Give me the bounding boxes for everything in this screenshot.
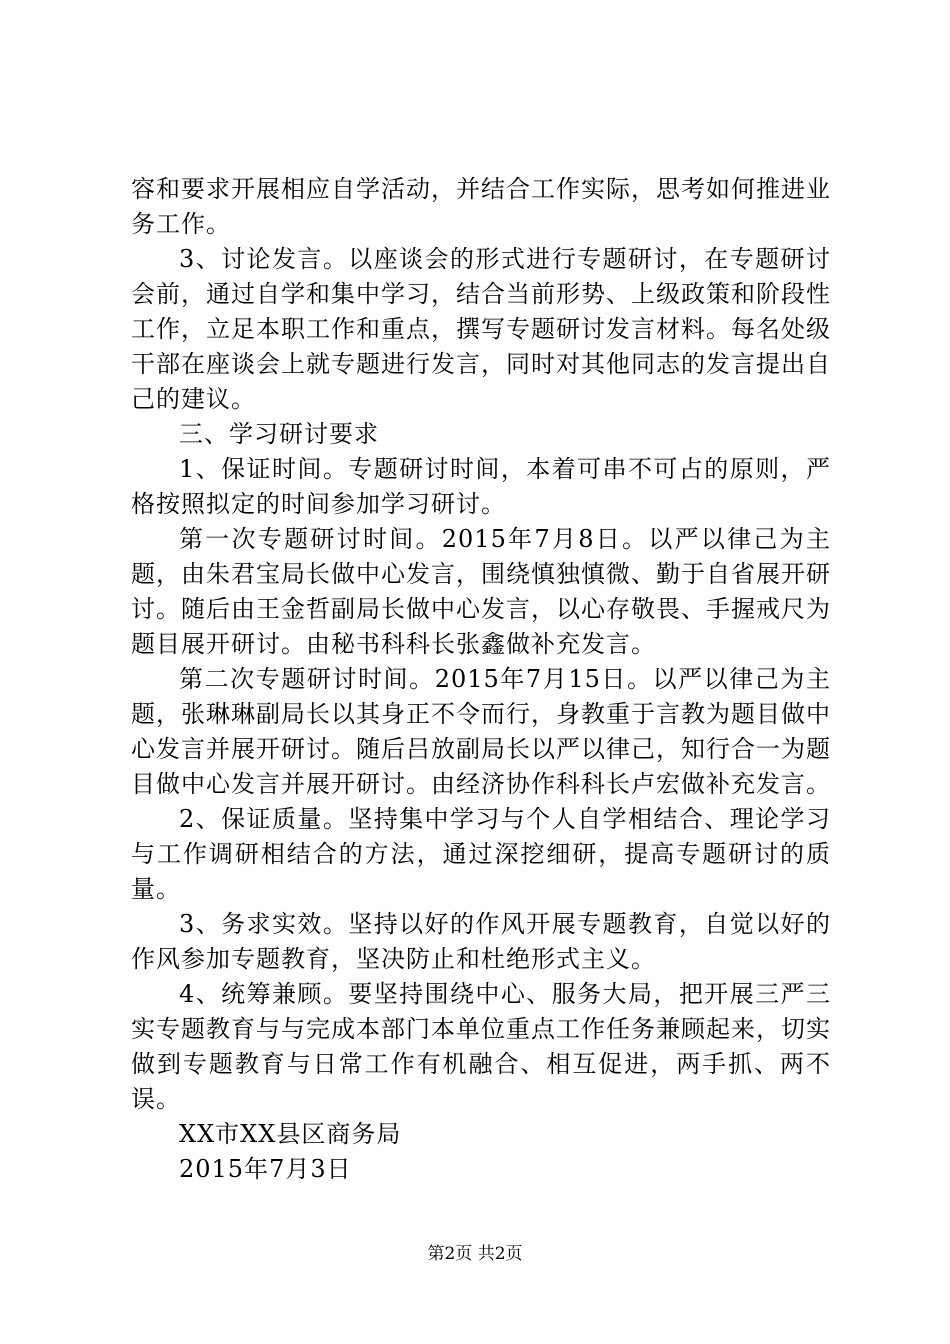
paragraph-overall-planning: 4、统筹兼顾。要坚持围绕中心、服务大局，把开展三严三实专题教育与与完成本部门本单位重点工作任务兼顾起来，切实做到专题教育与日常工作有机融合、相互促进，两手抓、两不误。 [131,980,831,1113]
paragraph-ensure-time: 1、保证时间。专题研讨时间，本着可串不可占的原则，严格按照拟定的时间参加学习研讨。 [131,455,831,518]
signature-date: 2015年7月3日 [179,1155,352,1183]
page-footer: 第2页 共2页 [427,1244,523,1264]
document-body [131,172,831,1187]
section-heading-requirements: 三、学习研讨要求 [179,420,379,448]
paragraph-first-session: 第一次专题研讨时间。2015年7月8日。以严以律己为主题，由朱君宝局长做中心发言，围绕慎独慎微、勤于自省展开研讨。随后由王金哲副局长做中心发言，以心存敬畏、手握戒尺为题目展开研讨。由秘书科科长张鑫做补充发言。 [131,525,831,658]
paragraph-discussion: 3、讨论发言。以座谈会的形式进行专题研讨，在专题研讨会前，通过自学和集中学习，结合当前形势、上级政策和阶段性工作，立足本职工作和重点，撰写专题研讨发言材料。每名处级干部在座谈会上就专题进行发言，同时对其他同志的发言提出自己的建议。 [131,245,831,413]
paragraph-effectiveness: 3、务求实效。坚持以好的作风开展专题教育，自觉以好的作风参加专题教育，坚决防止和杜绝形式主义。 [131,910,831,973]
paragraph-second-session: 第二次专题研讨时间。2015年7月15日。以严以律己为主题，张琳琳副局长以其身正不令而行，身教重于言教为题目做中心发言并展开研讨。随后吕放副局长以严以律己，知行合一为题目做中心发言并展开研讨。由经济协作科科长卢宏做补充发言。 [131,665,831,798]
paragraph-ensure-quality: 2、保证质量。坚持集中学习与个人自学相结合、理论学习与工作调研相结合的方法，通过深挖细研，提高专题研讨的质量。 [131,805,831,903]
paragraph-continuation: 容和要求开展相应自学活动，并结合工作实际，思考如何推进业务工作。 [131,175,831,238]
signature-organization: XX市XX县区商务局 [179,1120,402,1148]
